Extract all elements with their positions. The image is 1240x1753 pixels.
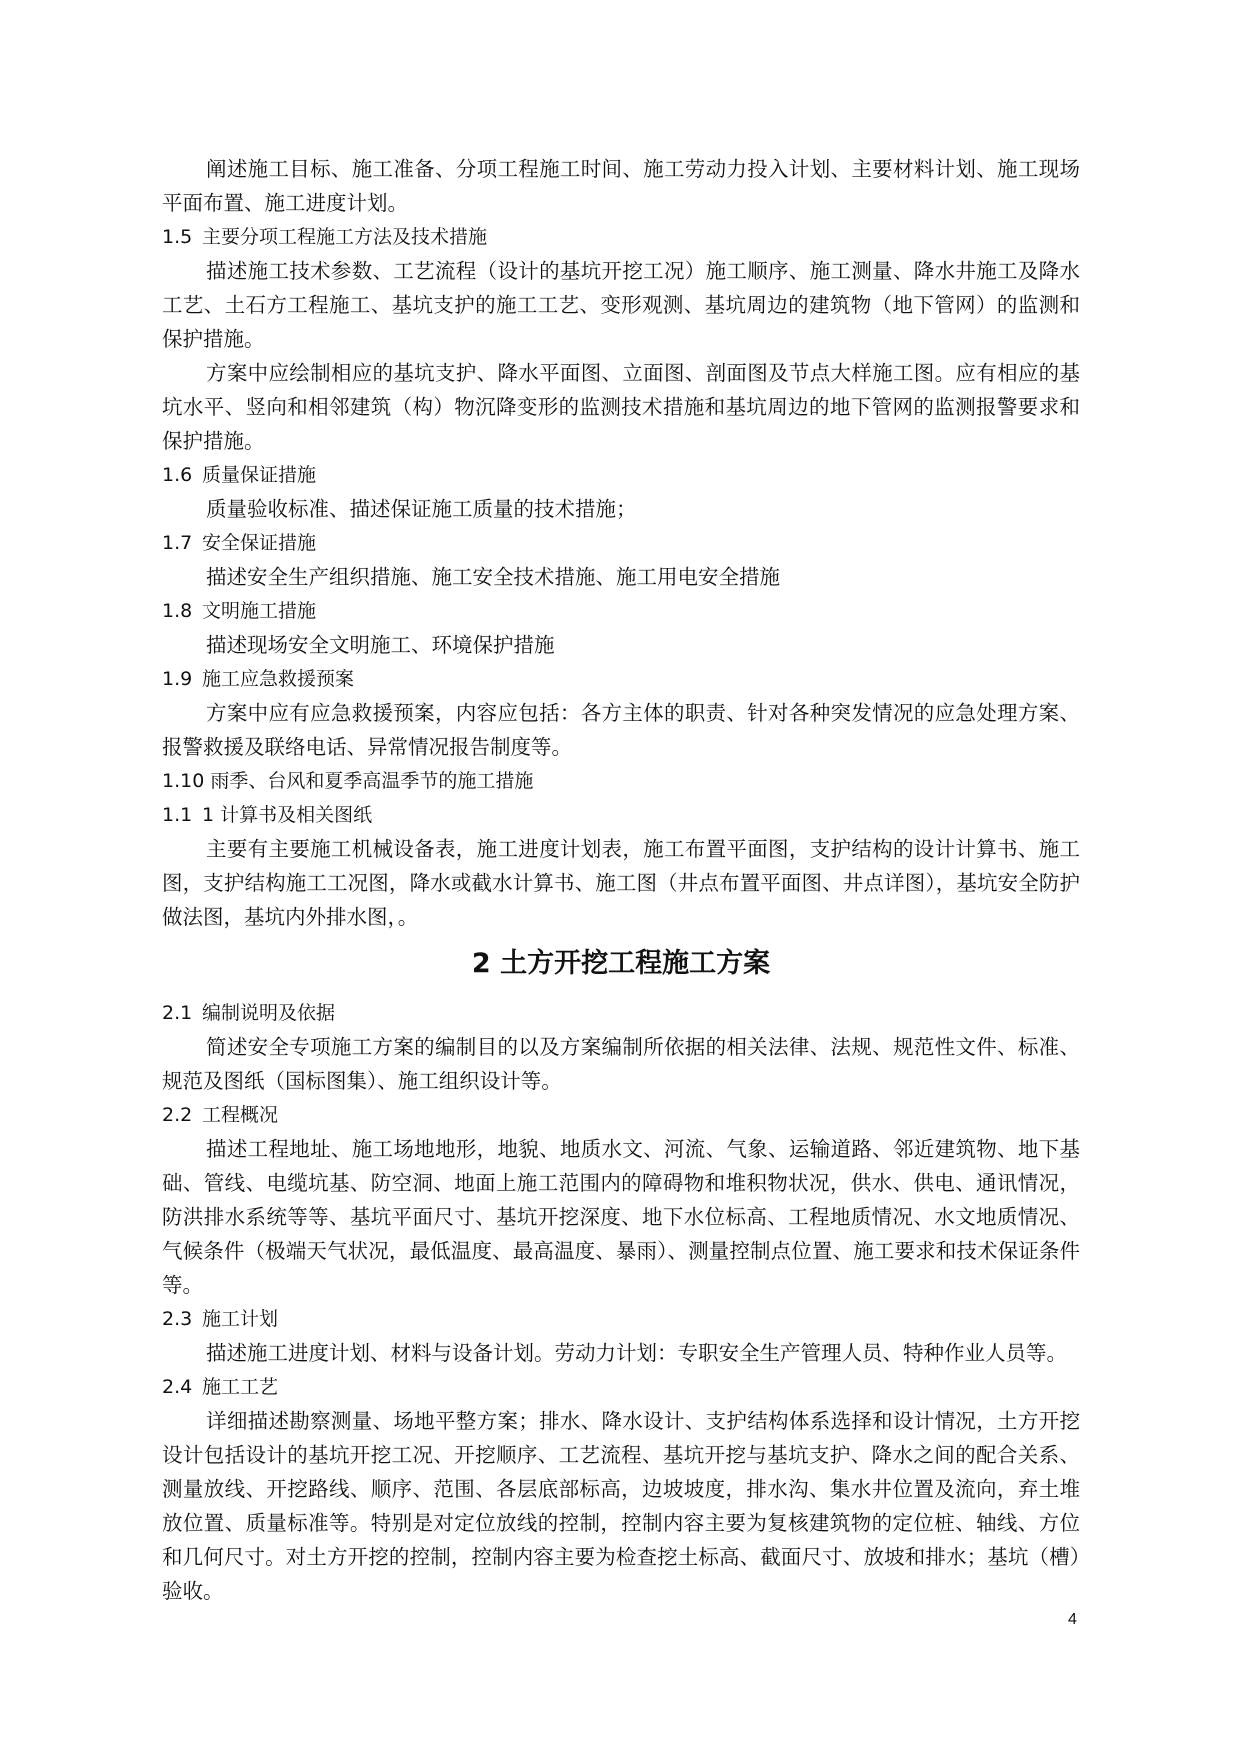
section-title: 质量保证措施: [202, 464, 317, 486]
section-number: 1.10: [162, 770, 205, 792]
page-number: 4: [1068, 1611, 1077, 1628]
section-number: 1.9: [162, 668, 193, 690]
section-heading: [162, 996, 1080, 1030]
section-title: 雨季、台风和夏季高温季节的施工措施: [210, 770, 534, 792]
section-heading: [162, 1370, 1080, 1404]
body-paragraph: 方案中应有应急救援预案，内容应包括：各方主体的职责、针对各种突发情况的应急处理方案、报警救援及联络电话、异常情况报告制度等。: [162, 701, 1080, 759]
document-body: [162, 152, 1080, 1608]
section-title: 安全保证措施: [202, 532, 317, 554]
section-title: 编制说明及依据: [202, 1002, 336, 1024]
section-heading: [162, 662, 1080, 696]
section-number: 1.8: [162, 600, 193, 622]
section-title: 工程概况: [202, 1104, 279, 1126]
section-number: 1.6: [162, 464, 193, 486]
section-number: 2.1: [162, 1002, 193, 1024]
body-paragraph: 方案中应绘制相应的基坑支护、降水平面图、立面图、剖面图及节点大样施工图。应有相应的基坑水平、竖向和相邻建筑（构）物沉降变形的监测技术措施和基坑周边的地下管网的监测报警要求和保护措施。: [162, 361, 1080, 453]
section-heading: [162, 798, 1080, 832]
section-title: 施工工艺: [202, 1376, 279, 1398]
body-paragraph: 阐述施工目标、施工准备、分项工程施工时间、施工劳动力投入计划、主要材料计划、施工现场平面布置、施工进度计划。: [162, 157, 1080, 215]
section-heading: [162, 220, 1080, 254]
section-heading: [162, 1098, 1080, 1132]
section-heading: [162, 1302, 1080, 1336]
section-number: 2.3: [162, 1308, 193, 1330]
section-heading: [162, 594, 1080, 628]
section-title: 施工应急救援预案: [202, 668, 355, 690]
section-heading: [162, 458, 1080, 492]
body-paragraph: 描述安全生产组织措施、施工安全技术措施、施工用电安全措施: [206, 565, 780, 589]
chapter-title: 2 土方开挖工程施工方案: [471, 948, 771, 979]
body-paragraph: 质量验收标准、描述保证施工质量的技术措施；: [206, 497, 637, 521]
section-number: 1.5: [162, 226, 193, 248]
body-paragraph: 描述工程地址、施工场地地形，地貌、地质水文、河流、气象、运输道路、邻近建筑物、地下基础、管线、电缆坑基、防空洞、地面上施工范围内的障碍物和堆积物状况，供水、供电、通讯情况，防洪排水系统等等、基坑平面尺寸、基坑开挖深度、地下水位标高、工程地质情况、水文地质情况、气候条件（极端天气状况，最低温度、最高温度、暴雨）、测量控制点位置、施工要求和技术保证条件等。: [162, 1137, 1080, 1297]
body-paragraph: 描述现场安全文明施工、环境保护措施: [206, 633, 555, 657]
body-paragraph: 主要有主要施工机械设备表，施工进度计划表，施工布置平面图，支护结构的设计计算书、施工图，支护结构施工工况图，降水或截水计算书、施工图（井点布置平面图、井点详图），基坑安全防护做法图，基坑内外排水图，。: [162, 837, 1080, 929]
section-title: 文明施工措施: [202, 600, 317, 622]
body-paragraph: 描述施工技术参数、工艺流程（设计的基坑开挖工况）施工顺序、施工测量、降水井施工及降水工艺、土石方工程施工、基坑支护的施工工艺、变形观测、基坑周边的建筑物（地下管网）的监测和保护措施。: [162, 259, 1080, 351]
section-number: 1.1: [162, 804, 193, 826]
body-paragraph: 简述安全专项施工方案的编制目的以及方案编制所依据的相关法律、法规、规范性文件、标准、规范及图纸（国标图集）、施工组织设计等。: [162, 1035, 1080, 1093]
section-title: 1 计算书及相关图纸: [202, 804, 373, 826]
section-title: 施工计划: [202, 1308, 279, 1330]
body-paragraph: 描述施工进度计划、材料与设备计划。劳动力计划：专职安全生产管理人员、特种作业人员等。: [206, 1341, 1067, 1365]
section-heading: [162, 764, 1080, 798]
section-number: 2.2: [162, 1104, 193, 1126]
body-paragraph: 详细描述勘察测量、场地平整方案；排水、降水设计、支护结构体系选择和设计情况，土方开挖设计包括设计的基坑开挖工况、开挖顺序、工艺流程、基坑开挖与基坑支护、降水之间的配合关系、测量放线、开挖路线、顺序、范围、各层底部标高，边坡坡度，排水沟、集水井位置及流向，弃土堆放位置、质量标准等。特别是对定位放线的控制，控制内容主要为复核建筑物的定位桩、轴线、方位和几何尺寸。对土方开挖的控制，控制内容主要为检查挖土标高、截面尺寸、放坡和排水；基坑（槽）验收。: [162, 1409, 1080, 1603]
section-title: 主要分项工程施工方法及技术措施: [202, 226, 488, 248]
section-number: 1.7: [162, 532, 193, 554]
section-heading: [162, 526, 1080, 560]
section-number: 2.4: [162, 1376, 193, 1398]
